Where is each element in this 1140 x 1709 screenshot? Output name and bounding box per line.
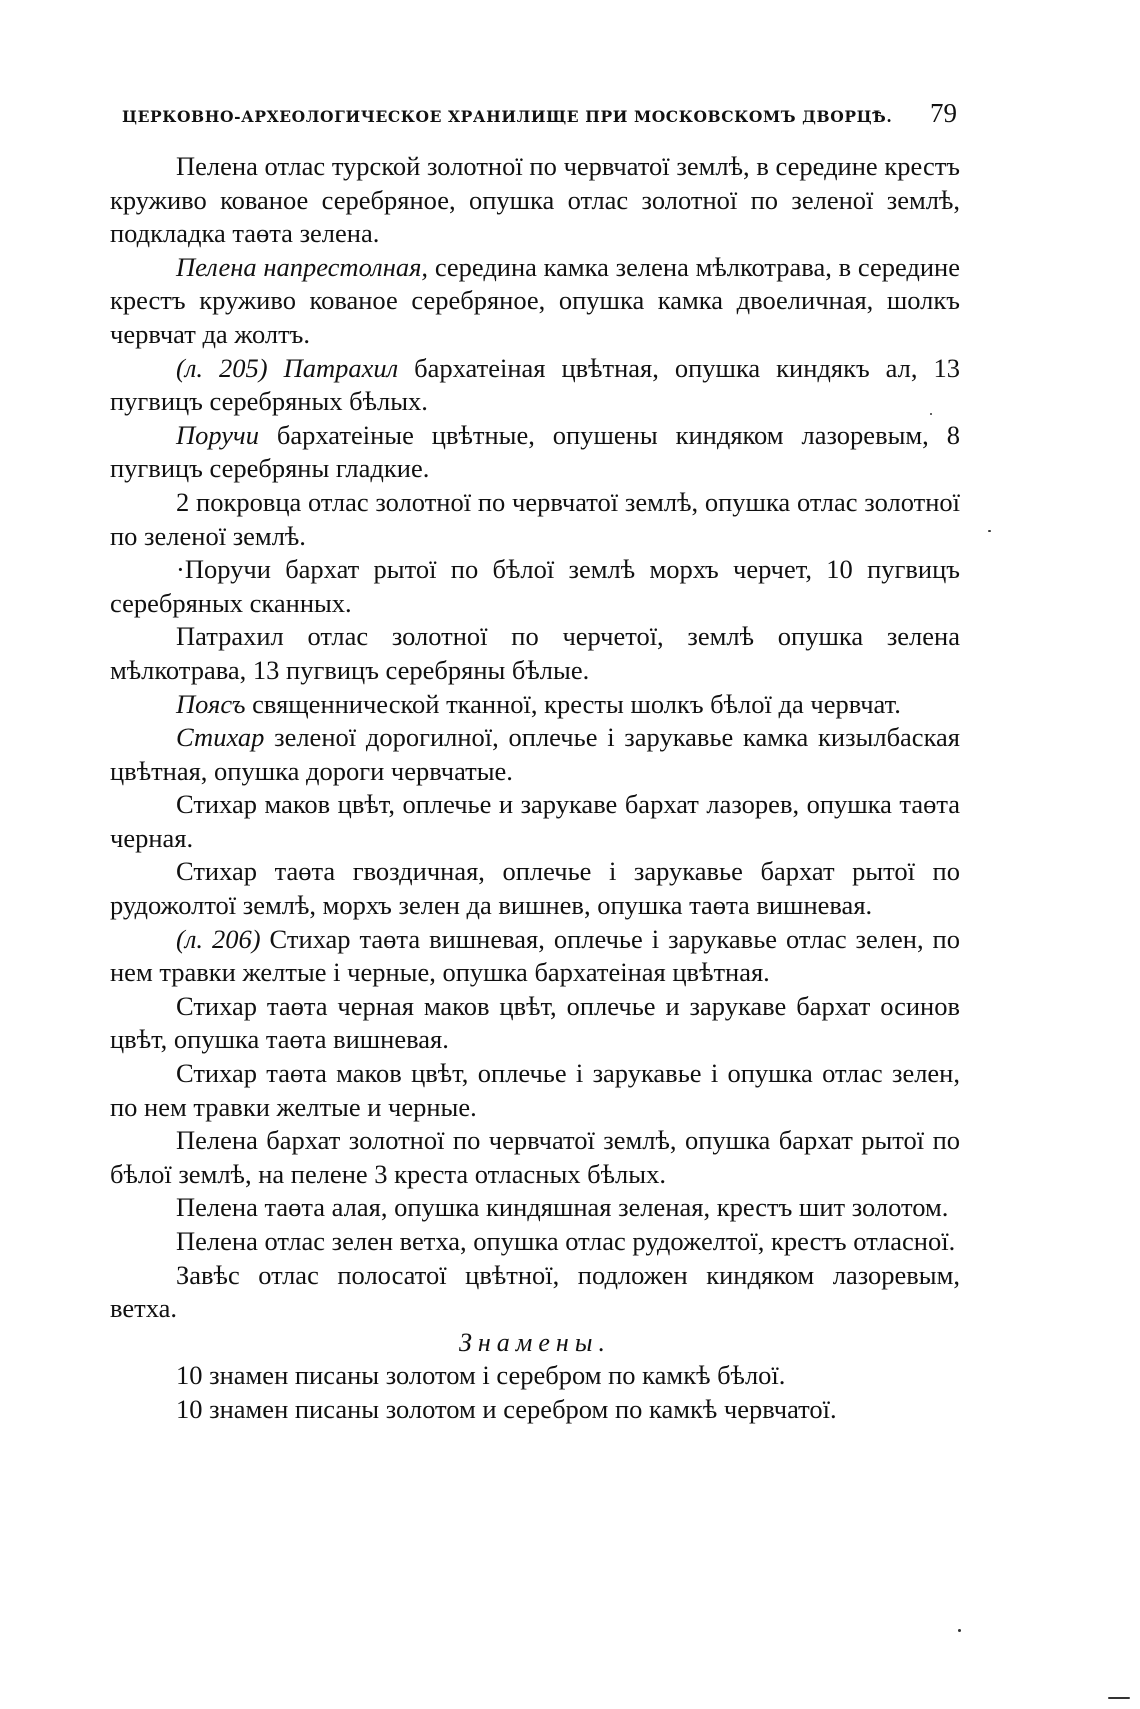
inventory-entry: Поясъ священнической тканної, кресты шолкъ бѣлої да червчат. [176, 688, 901, 719]
scan-speck [1108, 1697, 1130, 1699]
inventory-entry: (л. 206) Стихар таөта вишневая, оплечье і зарукавье отлас зелен, по нем травки желтые і черные, опушка бархатеіная цвѣтная. [110, 923, 960, 988]
inventory-entry: Стихар таөта черная маков цвѣт, оплечье и зарукаве бархат осинов цвѣт, опушка таөта вишневая. [110, 990, 960, 1055]
scan-speck [930, 413, 932, 415]
section-item: 10 знамен писаны золотом и серебром по камкѣ червчатої. [176, 1393, 837, 1424]
running-head-title: ЦЕРКОВНО-АРХЕОЛОГИЧЕСКОЕ ХРАНИЛИЩЕ ПРИ МОСКОВСКОМЪ ДВОРЦѢ. [122, 107, 893, 126]
inventory-entry: Пелена напрестолная, середина камка зелена мѣлкотрава, в середине крестъ круживо кованое серебряное, опушка камка двоеличная, шолкъ червчат да жолтъ. [110, 251, 960, 349]
inventory-entry: Патрахил отлас золотної по черчетої, землѣ опушка зелена мѣлкотрава, 13 пугвицъ серебряны бѣлые. [110, 621, 960, 685]
inventory-entry: Пелена отлас зелен ветха, опушка отлас рудожелтої, крестъ отласної. [176, 1226, 956, 1256]
inventory-entry: 2 покровца отлас золотної по червчатої землѣ, опушка отлас золотної по зеленої землѣ. [110, 486, 960, 551]
scan-speck [988, 530, 991, 532]
inventory-entry: Завѣс отлас полосатої цвѣтної, подложен киндяком лазоревым, ветха. [110, 1259, 960, 1324]
inventory-entry: Пелена бархат золотної по червчатої землѣ, опушка бархат рытої по бѣлої землѣ, на пелене 3 креста отласных бѣлых. [110, 1125, 960, 1189]
page-number: 79 [930, 98, 957, 128]
inventory-entry: Стихар зеленої дорогилної, оплечье і зарукавье камка кизылбаская цвѣтная, опушка дороги червчатые. [110, 722, 960, 786]
inventory-entry: Стихар маков цвѣт, оплечье и зарукаве бархат лазорев, опушка таөта черная. [110, 789, 960, 853]
section-heading: Знамены. [459, 1327, 611, 1357]
inventory-entry: Стихар таөта маков цвѣт, оплечье і зарукавье і опушка отлас зелен, по нем травки желтые и черные. [110, 1058, 960, 1122]
inventory-entry: Пелена отлас турской золотної по червчатої землѣ, в середине крестъ круживо кованое серебряное, опушка отлас золотної по зеленої землѣ, подкладка таөта зелена. [110, 151, 960, 249]
inventory-entry: ·Поручи бархат рытої по бѣлої землѣ морхъ черчет, 10 пугвицъ серебряных сканных. [110, 554, 960, 618]
running-head [122, 98, 957, 132]
inventory-entry: Пелена таөта алая, опушка киндяшная зеленая, крестъ шит золотом. [176, 1192, 949, 1223]
inventory-entry: Поручи бархатеіные цвѣтные, опушены киндяком лазоревым, 8 пугвицъ серебряны гладкие. [110, 419, 960, 484]
section-item: 10 знамен писаны золотом і серебром по камкѣ бѣлої. [176, 1360, 786, 1391]
body-text [110, 150, 960, 1427]
inventory-entry: Стихар таөта гвоздичная, оплечье і зарукавье бархат рытої по рудожолтої землѣ, морхъ зелен да вишнев, опушка таөта вишневая. [110, 856, 960, 921]
scan-speck [958, 1629, 961, 1632]
inventory-entry: (л. 205) Патрахил бархатеіная цвѣтная, опушка киндякъ ал, 13 пугвицъ серебряных бѣлых. [110, 352, 960, 417]
